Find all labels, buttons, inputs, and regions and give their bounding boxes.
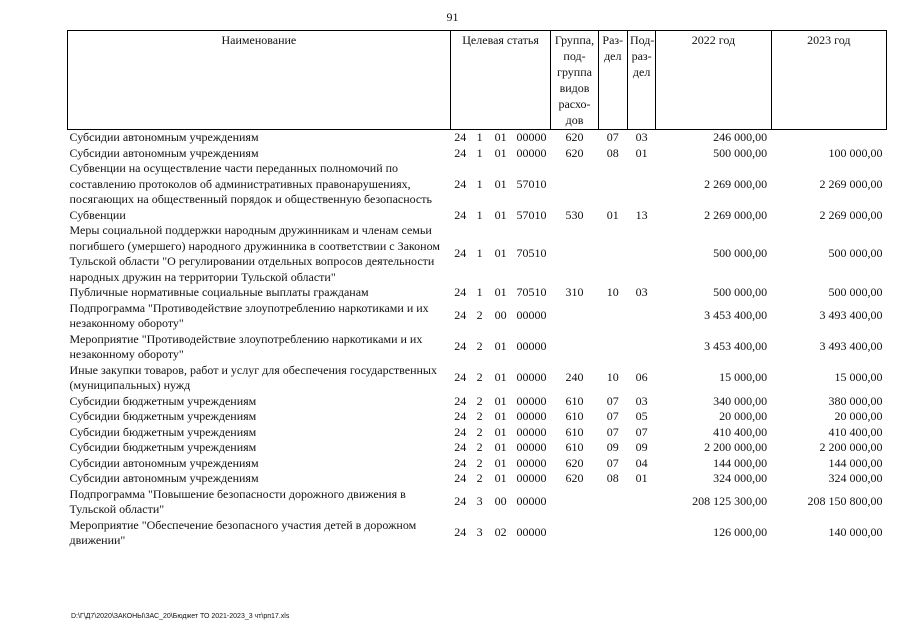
header-year-2023: 2023 год	[771, 31, 886, 130]
cell-2023: 20 000,00	[834, 409, 883, 423]
cell-target-4: 00000	[516, 471, 547, 485]
cell-target-2: 1	[476, 246, 483, 261]
cell-section	[598, 161, 627, 208]
cell-group	[551, 301, 598, 332]
cell-target-1: 24	[454, 393, 467, 408]
cell-subsection: 03	[635, 393, 648, 408]
cell-group: 620	[565, 130, 584, 144]
cell-target-2: 1	[476, 285, 483, 299]
cell-target-4: 00000	[516, 145, 547, 160]
cell-section	[598, 332, 627, 363]
cell-subsection: 03	[635, 285, 648, 299]
cell-group: 620	[565, 471, 584, 485]
cell-2022: 500 000,00	[713, 145, 768, 160]
cell-2022: 340 000,00	[713, 393, 768, 408]
cell-target-1: 24	[454, 207, 467, 222]
cell-group	[551, 487, 598, 518]
cell-target-4: 00000	[516, 308, 547, 323]
cell-target-2: 1	[476, 145, 483, 160]
cell-target-3: 01	[494, 440, 507, 454]
table-row	[68, 471, 887, 487]
cell-target-1: 24	[454, 246, 467, 261]
cell-target-4: 57010	[516, 207, 547, 222]
cell-target-2: 3	[476, 525, 483, 540]
table-row	[68, 518, 887, 549]
cell-name: Подпрограмма "Противодействие злоупотреблению наркотиками и их незаконному обороту"	[69, 300, 429, 330]
cell-target-1: 24	[454, 285, 467, 299]
cell-group: 530	[565, 207, 584, 222]
cell-target-2: 2	[476, 339, 483, 354]
cell-target-3: 01	[494, 246, 507, 261]
cell-section: 07	[606, 409, 619, 423]
cell-target-4: 00000	[516, 525, 547, 540]
cell-target-1: 24	[454, 409, 467, 423]
header-section: Раз-дел	[598, 31, 627, 130]
cell-target-4: 70510	[516, 285, 547, 299]
cell-target-3: 01	[494, 393, 507, 408]
cell-target-2: 3	[476, 494, 483, 509]
cell-name: Субвенции	[69, 207, 126, 222]
cell-2022: 500 000,00	[713, 285, 768, 299]
cell-section: 07	[606, 393, 619, 408]
cell-name: Субсидии автономным учреждениям	[69, 455, 259, 470]
cell-target-3: 01	[494, 455, 507, 470]
cell-target-4: 00000	[516, 393, 547, 408]
cell-target-1: 24	[454, 424, 467, 439]
cell-section	[598, 518, 627, 549]
cell-target-2: 2	[476, 393, 483, 408]
table-row	[68, 332, 887, 363]
cell-section: 08	[606, 145, 619, 160]
cell-target-1: 24	[454, 130, 467, 144]
cell-target-4: 00000	[516, 370, 547, 385]
cell-2023: 2 269 000,00	[819, 176, 883, 191]
cell-target-4: 70510	[516, 246, 547, 261]
cell-target-3: 02	[494, 525, 507, 540]
cell-name: Мероприятие "Противодействие злоупотреблению наркотиками и их незаконному обороту"	[69, 331, 423, 361]
cell-target-1: 24	[454, 471, 467, 485]
table-row	[68, 223, 887, 285]
cell-target-1: 24	[454, 308, 467, 323]
cell-name: Субсидии бюджетным учреждениям	[69, 440, 257, 454]
cell-group	[551, 332, 598, 363]
table-row	[68, 208, 887, 224]
cell-target-4: 00000	[516, 455, 547, 470]
cell-2022: 2 269 000,00	[704, 207, 768, 222]
cell-target-3: 01	[494, 130, 507, 144]
cell-subsection	[627, 161, 655, 208]
cell-target-1: 24	[454, 440, 467, 454]
cell-group: 610	[565, 440, 584, 454]
cell-target-4: 00000	[516, 494, 547, 509]
header-group: Группа, под-группа видов расхо-дов	[551, 31, 598, 130]
cell-2023: 15 000,00	[834, 370, 883, 385]
cell-target-2: 2	[476, 455, 483, 470]
cell-2022: 324 000,00	[713, 471, 768, 485]
cell-subsection: 05	[635, 409, 648, 423]
cell-section: 10	[606, 285, 619, 299]
cell-section	[598, 301, 627, 332]
table-row	[68, 130, 887, 146]
cell-target-4: 00000	[516, 339, 547, 354]
cell-group: 240	[565, 370, 584, 385]
cell-target-4: 00000	[516, 424, 547, 439]
cell-subsection: 01	[635, 471, 648, 485]
cell-target-3: 00	[494, 308, 507, 323]
cell-name: Подпрограмма "Повышение безопасности дорожного движения в Тульской области"	[69, 486, 406, 516]
cell-2022: 2 269 000,00	[704, 176, 768, 191]
cell-name: Субсидии автономным учреждениям	[69, 145, 259, 160]
cell-section: 07	[606, 455, 619, 470]
cell-group: 620	[565, 145, 584, 160]
cell-section: 09	[606, 440, 619, 454]
cell-2022: 410 400,00	[713, 424, 768, 439]
budget-table	[67, 30, 887, 549]
table-row	[68, 425, 887, 441]
cell-2022: 500 000,00	[713, 246, 768, 261]
cell-subsection	[627, 301, 655, 332]
cell-target-3: 01	[494, 176, 507, 191]
cell-subsection: 13	[635, 207, 648, 222]
cell-target-1: 24	[454, 339, 467, 354]
cell-section: 07	[606, 130, 619, 144]
cell-2023: 3 493 400,00	[819, 339, 883, 354]
table-row	[68, 456, 887, 472]
cell-group	[551, 518, 598, 549]
cell-2023: 2 269 000,00	[819, 207, 883, 222]
page-number: 91	[446, 10, 459, 24]
cell-name: Мероприятие "Обеспечение безопасного участия детей в дорожном движении"	[69, 517, 417, 547]
cell-target-1: 24	[454, 176, 467, 191]
cell-target-3: 01	[494, 207, 507, 222]
table-row	[68, 301, 887, 332]
cell-subsection: 01	[635, 145, 648, 160]
cell-2022: 20 000,00	[719, 409, 768, 423]
cell-target-4: 00000	[516, 440, 547, 454]
cell-target-1: 24	[454, 494, 467, 509]
cell-target-2: 2	[476, 471, 483, 485]
header-subsection: Под-раз-дел	[627, 31, 655, 130]
cell-2023: 2 200 000,00	[819, 440, 883, 454]
cell-target-2: 2	[476, 370, 483, 385]
cell-name: Иные закупки товаров, работ и услуг для обеспечения государственных (муниципальных) нужд	[69, 362, 437, 392]
cell-2023: 100 000,00	[828, 145, 883, 160]
cell-name: Субсидии бюджетным учреждениям	[69, 393, 257, 408]
cell-2022: 2 200 000,00	[704, 440, 768, 454]
cell-target-2: 1	[476, 130, 483, 144]
table-header	[68, 31, 887, 130]
cell-2022: 208 125 300,00	[692, 494, 768, 509]
table-row	[68, 487, 887, 518]
cell-target-3: 01	[494, 339, 507, 354]
table-row	[68, 285, 887, 301]
cell-target-2: 2	[476, 409, 483, 423]
cell-target-2: 2	[476, 440, 483, 454]
header-year-2022: 2022 год	[656, 31, 771, 130]
cell-target-4: 57010	[516, 176, 547, 191]
cell-target-2: 2	[476, 308, 483, 323]
cell-name: Меры социальной поддержки народным дружинникам и членам семьи погибшего (умершего) народного дружинника в соответствии с Законом Тульской области "О регулировании отдельных вопросов деятельности народных дружин на территории Тульской области"	[69, 223, 440, 284]
cell-section: 07	[606, 424, 619, 439]
cell-target-3: 01	[494, 370, 507, 385]
cell-section	[598, 487, 627, 518]
table-row	[68, 394, 887, 410]
cell-subsection	[627, 518, 655, 549]
table-row	[68, 409, 887, 425]
cell-name: Субвенции на осуществление части переданных полномочий по составлению протоколов об административных правонарушениях, посягающих на общественный порядок и общественную безопасность	[69, 161, 432, 206]
cell-target-3: 00	[494, 494, 507, 509]
cell-2023: 208 150 800,00	[807, 494, 883, 509]
cell-target-1: 24	[454, 455, 467, 470]
cell-target-3: 01	[494, 424, 507, 439]
table-row	[68, 440, 887, 456]
cell-section: 10	[606, 370, 619, 385]
cell-2023: 500 000,00	[828, 246, 883, 261]
cell-subsection	[627, 223, 655, 285]
cell-group	[551, 223, 598, 285]
cell-subsection	[627, 332, 655, 363]
cell-target-2: 1	[476, 207, 483, 222]
cell-2022: 3 453 400,00	[704, 308, 768, 323]
table-row	[68, 161, 887, 208]
cell-2023: 380 000,00	[828, 393, 883, 408]
cell-2023: 324 000,00	[828, 471, 883, 485]
cell-subsection: 07	[635, 424, 648, 439]
table-body	[68, 130, 887, 549]
cell-group: 610	[565, 409, 584, 423]
cell-2023: 144 000,00	[828, 455, 883, 470]
cell-target-1: 24	[454, 370, 467, 385]
cell-2023: 500 000,00	[828, 285, 883, 299]
cell-2022: 144 000,00	[713, 455, 768, 470]
header-target: Целевая статья	[450, 31, 551, 130]
cell-name: Публичные нормативные социальные выплаты гражданам	[69, 285, 369, 299]
cell-target-3: 01	[494, 471, 507, 485]
cell-name: Субсидии автономным учреждениям	[69, 471, 259, 485]
cell-2022: 246 000,00	[713, 130, 768, 144]
cell-target-2: 1	[476, 176, 483, 191]
table-row	[68, 146, 887, 162]
table-row	[68, 363, 887, 394]
cell-section	[598, 223, 627, 285]
cell-section: 08	[606, 471, 619, 485]
cell-name: Субсидии бюджетным учреждениям	[69, 424, 257, 439]
cell-target-1: 24	[454, 525, 467, 540]
cell-name: Субсидии автономным учреждениям	[69, 130, 259, 144]
cell-target-4: 00000	[516, 409, 547, 423]
cell-2022: 126 000,00	[713, 525, 768, 540]
file-path-footer: D:\Г\Д7\2020\ЗАКОНЫ\ЗАС_20\Бюджет ТО 2021-2023_3 чт\рп17.xls	[71, 613, 290, 620]
cell-name: Субсидии бюджетным учреждениям	[69, 409, 257, 423]
cell-group	[551, 161, 598, 208]
cell-2023: 410 400,00	[828, 424, 883, 439]
cell-target-4: 00000	[516, 130, 547, 144]
cell-group: 610	[565, 424, 584, 439]
cell-section: 01	[606, 207, 619, 222]
cell-2023	[771, 130, 886, 146]
cell-subsection: 04	[635, 455, 648, 470]
cell-subsection: 06	[635, 370, 648, 385]
cell-target-3: 01	[494, 145, 507, 160]
cell-subsection: 09	[635, 440, 648, 454]
cell-2023: 3 493 400,00	[819, 308, 883, 323]
cell-2022: 15 000,00	[719, 370, 768, 385]
cell-group: 620	[565, 455, 584, 470]
cell-target-1: 24	[454, 145, 467, 160]
cell-2023: 140 000,00	[828, 525, 883, 540]
cell-group: 310	[565, 285, 584, 299]
cell-target-3: 01	[494, 285, 507, 299]
header-name: Наименование	[68, 31, 451, 130]
cell-target-2: 2	[476, 424, 483, 439]
cell-2022: 3 453 400,00	[704, 339, 768, 354]
cell-subsection: 03	[635, 130, 648, 144]
cell-group: 610	[565, 393, 584, 408]
cell-subsection	[627, 487, 655, 518]
cell-target-3: 01	[494, 409, 507, 423]
